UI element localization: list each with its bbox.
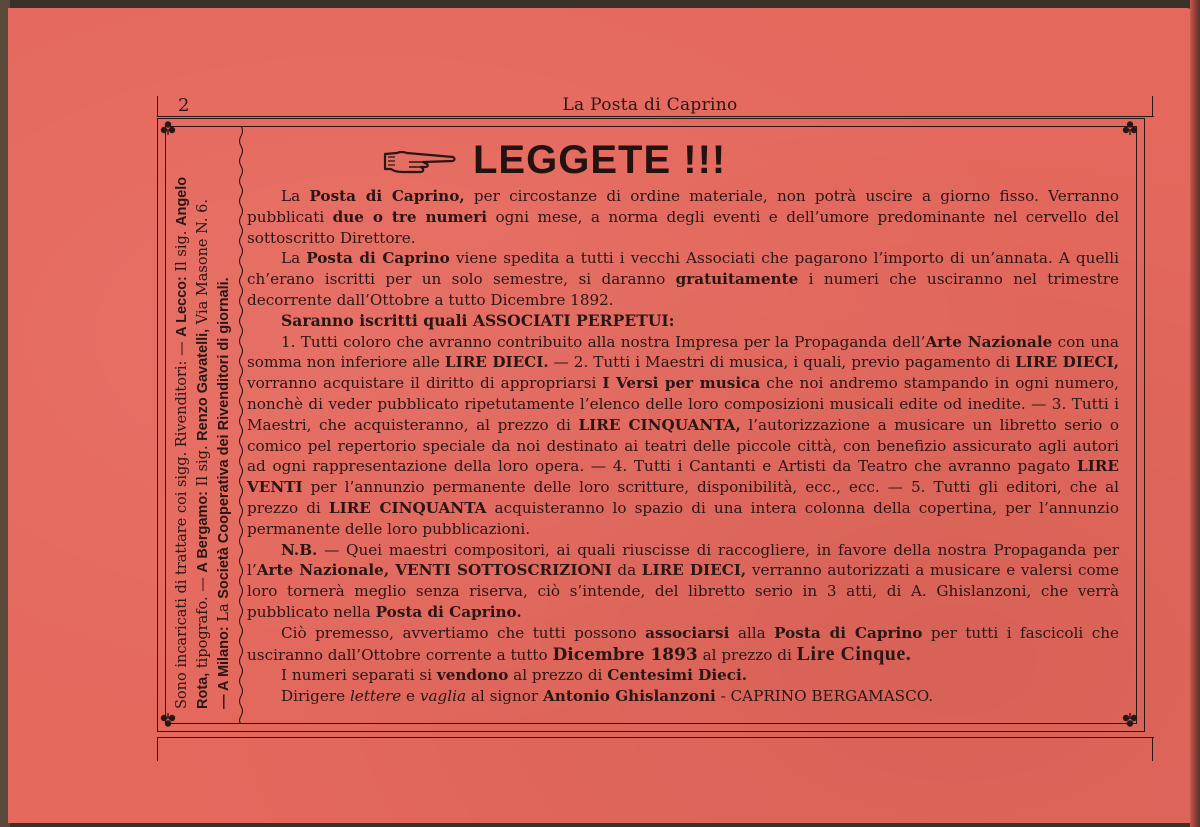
page-title: LEGGETE !!! (473, 137, 727, 182)
paragraph-subscription: Ciò premesso, avvertiamo che tutti possono associarsi alla Posta di Caprino per tutti i fascicoli che usciranno dall’Ottobre corrente a tutto Dicembre 1893 al prezzo di Lire Cinque. (247, 623, 1119, 665)
paragraph-nb: N.B. — Quei maestri compositori, ai quali riuscisse di raccogliere, in favore della nostra Propaganda per l’Arte Nazionale, VENTI SOTTOSCRIZIONI da LIRE DIECI, verranno autorizzati a musicare e valersi come loro tornerà meglio senza riserva, ciò s’intende, del libretto serio in 3 atti, di A. Ghislanzoni, che verrà pubblicato nella Posta di Caprino. (247, 540, 1119, 621)
page-edge (1190, 0, 1200, 827)
bottom-tick-left (157, 737, 158, 761)
corner-ornament-icon (160, 712, 176, 728)
title-row (383, 138, 726, 182)
corner-ornament-icon (160, 120, 176, 136)
sidebar-line-1: Sono incaricati di trattare coi sigg. Rivenditori: — A Lecco: Il sig. Angelo (174, 176, 190, 709)
article-body (247, 186, 1119, 707)
paragraph-3: 1. Tutti coloro che avranno contribuito alla nostra Impresa per la Propaganda dell’Arte Nazionale con una somma non inferiore alle LIRE DIECI. — 2. Tutti i Maestri di musica, i quali, previo pagamento di LIRE DIECI, vorranno acquistare il diritto di appropriarsi I Versi per musica che noi andremo stampando in ogni numero, nonchè di veder pubblicato ripetutamente l’elenco delle loro composizioni musicali edite od inedite. — 3. Tutti i Maestri, che acquisteranno, al prezzo di LIRE CINQUANTA, l’autorizzazione a musicare un libretto serio o comico pel repertorio speciale da noi destinato ai teatri delle piccole città, con beneﬁzio assicurato agli autori ad ogni rappresentazione della loro opera. — 4. Tutti i Cantanti e Artisti da Teatro che avranno pagato LIRE VENTI per l’annunzio permanente delle loro scritture, disponibilità, ecc., ecc. — 5. Tutti gli editori, che al prezzo di LIRE CINQUANTA acquisteranno lo spazio di una intera colonna della copertina, per l’annunzio permanente delle loro pubblicazioni. (247, 332, 1120, 538)
running-head: La Posta di Caprino (562, 95, 738, 115)
corner-ornament-icon (1122, 712, 1138, 728)
wavy-divider (238, 126, 244, 724)
paragraph-1: La Posta di Caprino, per circostanze di ordine materiale, non potrà uscire a giorno fisso. Verranno pubblicati due o tre numeri ogni mese, a norma degli eventi e dell’umore predominante nel cervello del sottoscritto Direttore. (247, 187, 1119, 247)
bottom-rule (157, 737, 1154, 738)
sidebar-line-3: — A Milano: La Società Cooperativa dei Rivenditori di giornali. (216, 277, 232, 709)
header-rule (157, 116, 1154, 117)
paragraph-address: Dirigere lettere e vaglia al signor Antonio Ghislanzoni - CAPRINO BERGAMASCO. (281, 687, 934, 706)
corner-ornament-icon (1122, 120, 1138, 136)
header-tick-right (1152, 96, 1153, 116)
pointing-hand-icon (383, 145, 457, 175)
page-number: 2 (178, 95, 190, 116)
paragraph-2: La Posta di Caprino viene spedita a tutti i vecchi Associati che pagarono l’importo di un’annata. A quelli ch’erano iscritti per un solo semestre, si daranno gratuitamente i numeri che usciranno nel trimestre decorrente dall’Ottobre a tutto Dicembre 1892. (247, 249, 1119, 309)
bottom-tick-right (1152, 737, 1153, 761)
paragraph-single-issues: I numeri separati si vendono al prezzo di Centesimi Dieci. (281, 666, 748, 685)
price-lire-cinque: Lire Cinque. (796, 642, 912, 665)
header-tick-left (157, 96, 158, 116)
section-heading: Saranno iscritti quali ASSOCIATI PERPETUI: (281, 310, 675, 330)
sidebar-vertical-text (172, 139, 235, 709)
sidebar-line-2: Rota, tipografo. — A Bergamo: Il sig. Renzo Gavatelli, Via Masone N. 6. (195, 199, 211, 709)
